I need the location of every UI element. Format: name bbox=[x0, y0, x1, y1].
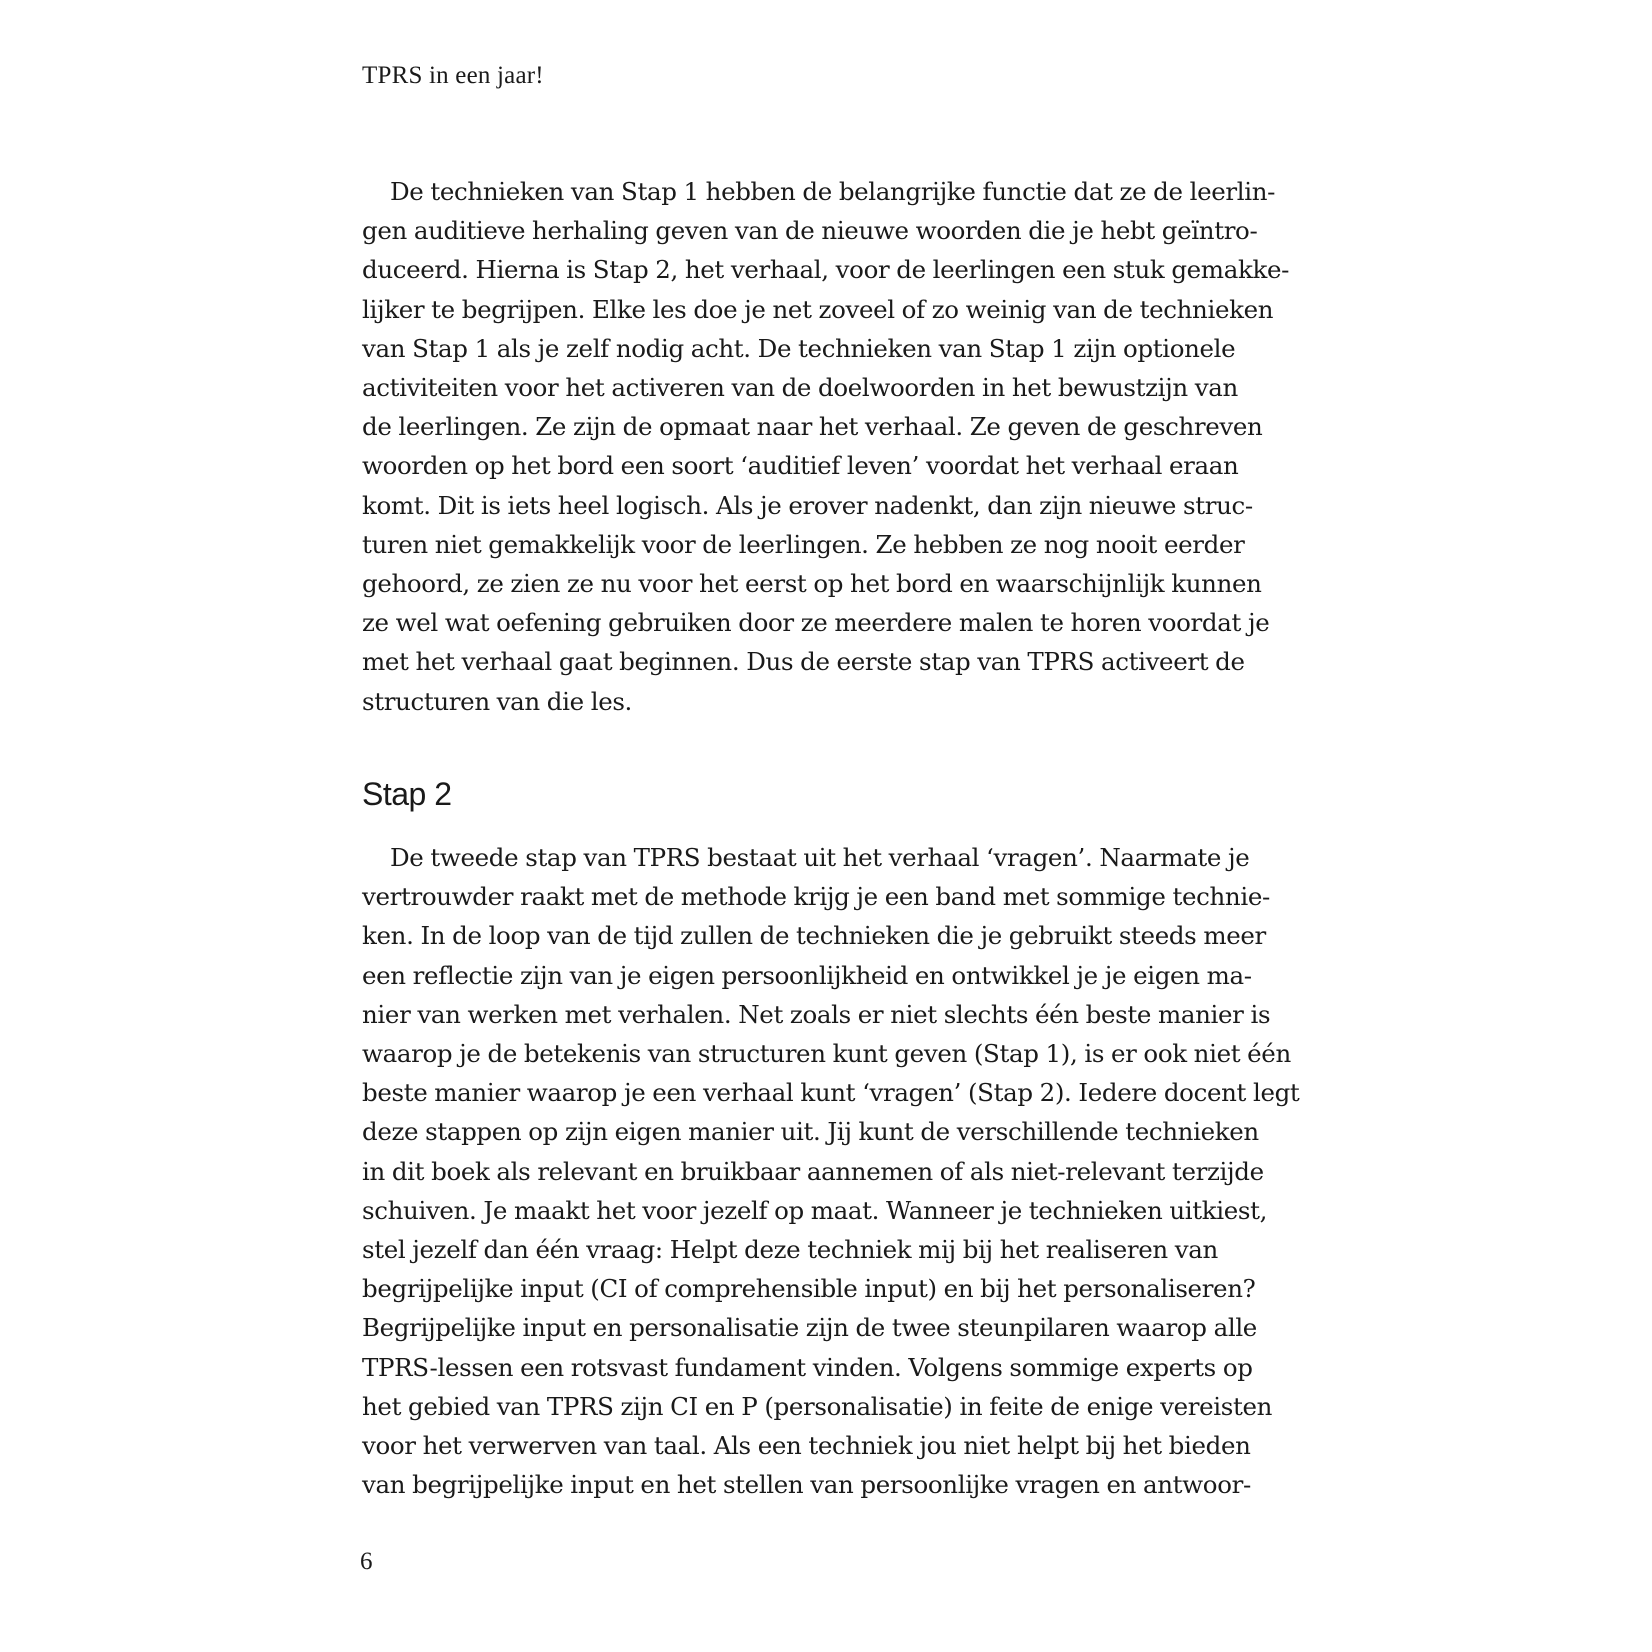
paragraph-line: een reflectie zijn van je eigen persoonlijkheid en ontwikkel je je eigen ma- bbox=[362, 960, 1252, 990]
paragraph-line: begrijpelijke input (CI of comprehensible input) en bij het personaliseren? bbox=[362, 1274, 1256, 1304]
paragraph-line: nier van werken met verhalen. Net zoals er niet slechts één beste manier is bbox=[362, 999, 1271, 1029]
paragraph-1 bbox=[362, 172, 1290, 721]
paragraph-line: beste manier waarop je een verhaal kunt ‘vragen’ (Stap 2). Iedere docent legt bbox=[362, 1078, 1300, 1108]
paragraph-line: komt. Dit is iets heel logisch. Als je erover nadenkt, dan zijn nieuwe struc- bbox=[362, 490, 1253, 520]
paragraph-line: TPRS-lessen een rotsvast fundament vinden. Volgens sommige experts op bbox=[362, 1352, 1253, 1382]
paragraph-line: het gebied van TPRS zijn CI en P (personalisatie) in feite de enige vereisten bbox=[362, 1391, 1273, 1421]
paragraph-line: gen auditieve herhaling geven van de nieuwe woorden die je hebt geïntro- bbox=[362, 216, 1258, 246]
paragraph-2 bbox=[362, 838, 1300, 1504]
paragraph-line: De tweede stap van TPRS bestaat uit het verhaal ‘vragen’. Naarmate je bbox=[390, 843, 1250, 872]
paragraph-line: van begrijpelijke input en het stellen van persoonlijke vragen en antwoor- bbox=[362, 1470, 1251, 1500]
paragraph-line: stel jezelf dan één vraag: Helpt deze techniek mij bij het realiseren van bbox=[362, 1235, 1218, 1265]
paragraph-line: ze wel wat oefening gebruiken door ze meerdere malen te horen voordat je bbox=[362, 608, 1270, 638]
paragraph-line: De technieken van Stap 1 hebben de belangrijke functie dat ze de leerlin- bbox=[390, 177, 1276, 206]
page-number: 6 bbox=[360, 1548, 373, 1575]
paragraph-line: voor het verwerven van taal. Als een techniek jou niet helpt bij het bieden bbox=[362, 1431, 1251, 1461]
paragraph-line: lijker te begrijpen. Elke les doe je net zoveel of zo weinig van de technieken bbox=[362, 294, 1274, 324]
paragraph-line: deze stappen op zijn eigen manier uit. Jij kunt de verschillende technieken bbox=[362, 1117, 1259, 1147]
paragraph-line: schuiven. Je maakt het voor jezelf op maat. Wanneer je technieken uitkiest, bbox=[362, 1195, 1268, 1225]
paragraph-line: Begrijpelijke input en personalisatie zijn de twee steunpilaren waarop alle bbox=[362, 1313, 1257, 1343]
paragraph-line: activiteiten voor het activeren van de doelwoorden in het bewustzijn van bbox=[362, 373, 1238, 403]
section-heading: Stap 2 bbox=[362, 776, 452, 812]
paragraph-line: in dit boek als relevant en bruikbaar aannemen of als niet-relevant terzijde bbox=[362, 1156, 1264, 1186]
paragraph-line: gehoord, ze zien ze nu voor het eerst op het bord en waarschijnlijk kunnen bbox=[362, 569, 1262, 599]
paragraph-line: turen niet gemakkelijk voor de leerlingen. Ze hebben ze nog nooit eerder bbox=[362, 529, 1245, 559]
paragraph-line: ken. In de loop van de tijd zullen de technieken die je gebruikt steeds meer bbox=[362, 921, 1266, 951]
paragraph-line: de leerlingen. Ze zijn de opmaat naar het verhaal. Ze geven de geschreven bbox=[362, 412, 1263, 442]
paragraph-line: duceerd. Hierna is Stap 2, het verhaal, voor de leerlingen een stuk gemakke- bbox=[362, 255, 1290, 285]
paragraph-line: waarop je de betekenis van structuren kunt geven (Stap 1), is er ook niet één bbox=[362, 1039, 1291, 1069]
running-header: TPRS in een jaar! bbox=[362, 62, 544, 89]
paragraph-line: vertrouwder raakt met de methode krijg je een band met sommige technie- bbox=[362, 882, 1270, 912]
paragraph-line: woorden op het bord een soort ‘auditief leven’ voordat het verhaal eraan bbox=[362, 451, 1239, 481]
paragraph-line: van Stap 1 als je zelf nodig acht. De technieken van Stap 1 zijn optionele bbox=[362, 333, 1236, 363]
paragraph-line: met het verhaal gaat beginnen. Dus de eerste stap van TPRS activeert de bbox=[362, 647, 1245, 677]
paragraph-line: structuren van die les. bbox=[362, 686, 632, 716]
